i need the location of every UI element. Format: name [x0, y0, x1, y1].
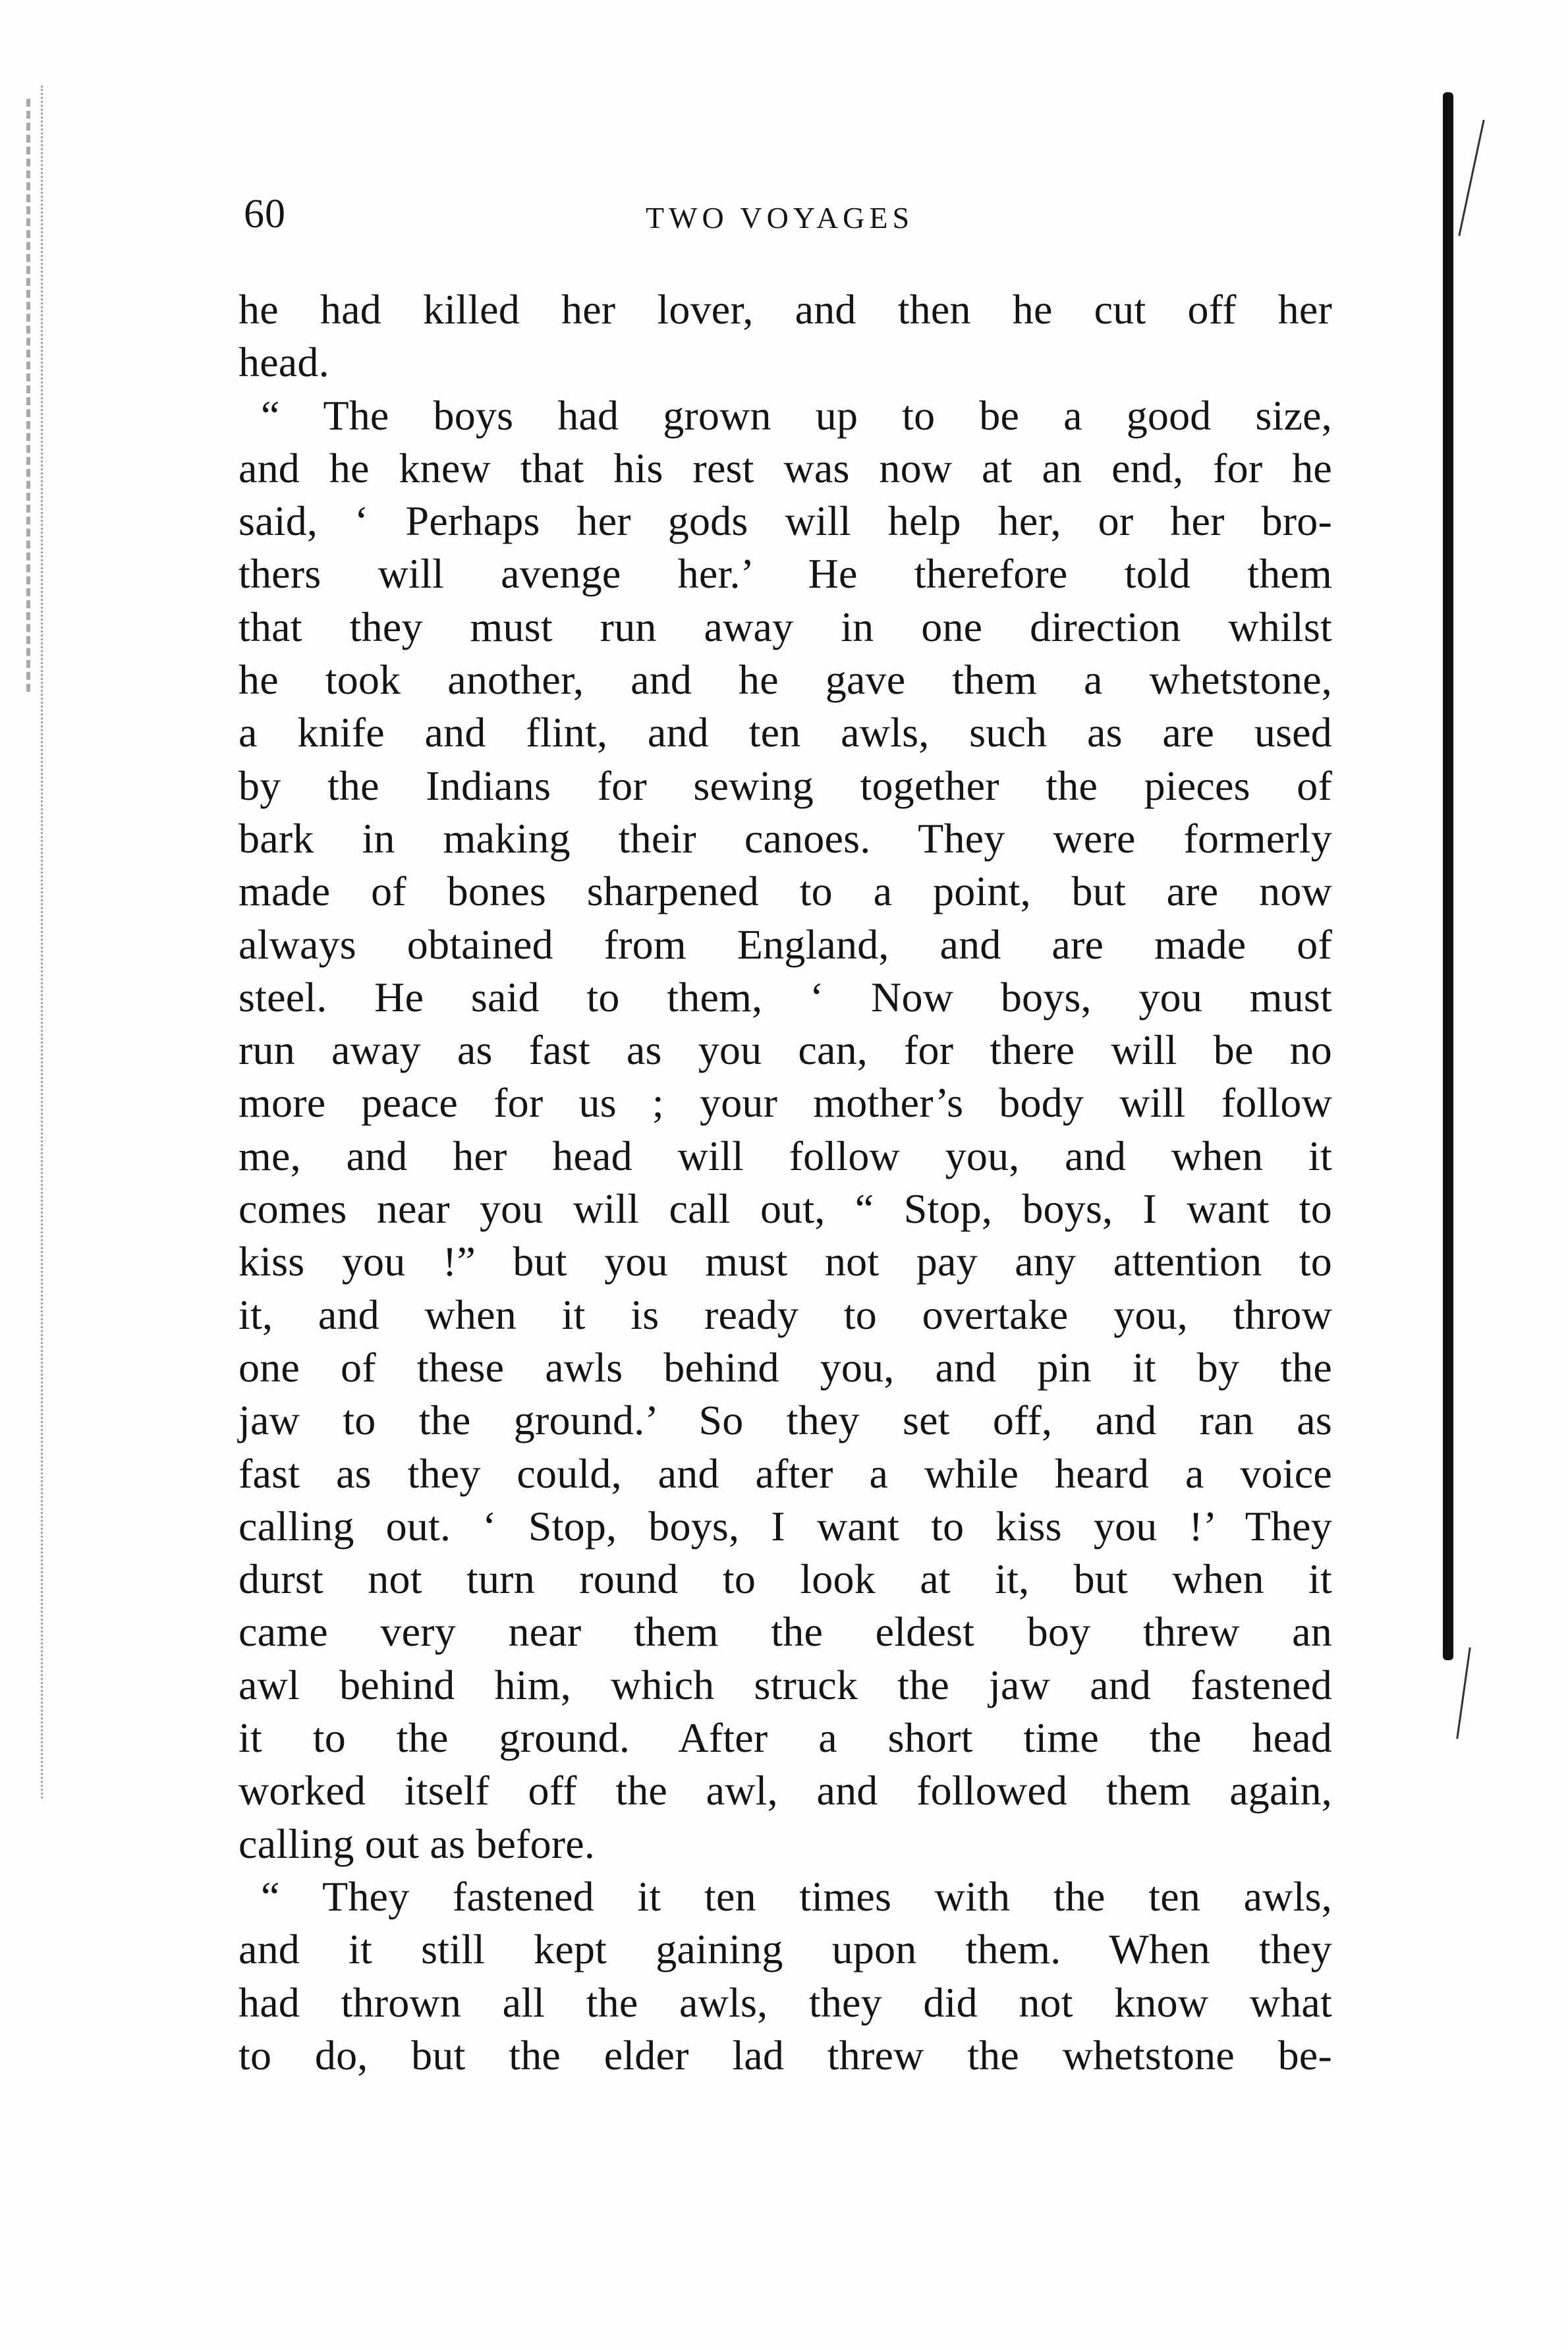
- text-line: run away as fast as you can, for there will be no: [238, 1026, 1332, 1074]
- text-line: jaw to the ground.’ So they set off, and ran as: [238, 1397, 1332, 1444]
- page-number: 60: [244, 192, 286, 237]
- text-line: thers will avenge her.’ He therefore told them: [238, 550, 1332, 598]
- running-head: TWO VOYAGES: [646, 201, 914, 235]
- right-spine-shadow: [1443, 92, 1453, 1660]
- text-line: to do, but the elder lad threw the whetstone be-: [238, 2031, 1332, 2079]
- text-line: always obtained from England, and are made of: [238, 920, 1332, 968]
- text-line: fast as they could, and after a while heard a voice: [238, 1449, 1332, 1497]
- text-line: comes near you will call out, “ Stop, boys, I want to: [238, 1185, 1332, 1233]
- text-line: said, ‘ Perhaps her gods will help her, or her bro-: [238, 497, 1332, 545]
- text-line: bark in making their canoes. They were formerly: [238, 814, 1332, 862]
- text-line: kiss you !” but you must not pay any attention to: [238, 1238, 1332, 1285]
- text-line: steel. He said to them, ‘ Now boys, you must: [238, 973, 1332, 1021]
- text-line: calling out as before.: [238, 1820, 596, 1867]
- text-line: one of these awls behind you, and pin it by the: [238, 1343, 1332, 1391]
- text-line: had thrown all the awls, they did not know what: [238, 1978, 1332, 2026]
- text-line: it, and when it is ready to overtake you, throw: [238, 1291, 1332, 1338]
- text-line: by the Indians for sewing together the pieces of: [238, 762, 1332, 809]
- text-line: me, and her head will follow you, and when it: [238, 1132, 1332, 1179]
- left-binding-marks: [26, 99, 33, 692]
- text-line: and it still kept gaining upon them. When they: [238, 1926, 1332, 1973]
- text-line: it to the ground. After a short time the head: [238, 1714, 1332, 1762]
- left-binding-edge: [41, 86, 47, 1799]
- text-line: calling out. ‘ Stop, boys, I want to kiss you !’ They: [238, 1502, 1332, 1550]
- page-header: [244, 184, 1324, 244]
- text-line: came very near them the eldest boy threw an: [238, 1608, 1332, 1656]
- body-text: [238, 283, 1332, 2082]
- text-line: worked itself off the awl, and followed them again,: [238, 1767, 1332, 1814]
- text-line: made of bones sharpened to a point, but are now: [238, 868, 1332, 915]
- right-edge-mark-lower: [1456, 1647, 1470, 1739]
- text-line: durst not turn round to look at it, but when it: [238, 1555, 1332, 1603]
- text-line: more peace for us ; your mother’s body will follow: [238, 1079, 1332, 1127]
- text-line: he had killed her lover, and then he cut off her: [238, 286, 1332, 333]
- text-line: “ The boys had grown up to be a good size,: [261, 391, 1332, 439]
- text-line: head.: [238, 339, 329, 386]
- text-line: a knife and flint, and ten awls, such as are used: [238, 709, 1332, 756]
- right-edge-mark: [1458, 120, 1484, 237]
- text-line: he took another, and he gave them a whetstone,: [238, 656, 1332, 704]
- text-line: “ They fastened it ten times with the ten awls,: [261, 1872, 1332, 1920]
- text-line: awl behind him, which struck the jaw and fastened: [238, 1661, 1332, 1708]
- text-line: and he knew that his rest was now at an end, for he: [238, 444, 1332, 491]
- text-line: that they must run away in one direction whilst: [238, 603, 1332, 650]
